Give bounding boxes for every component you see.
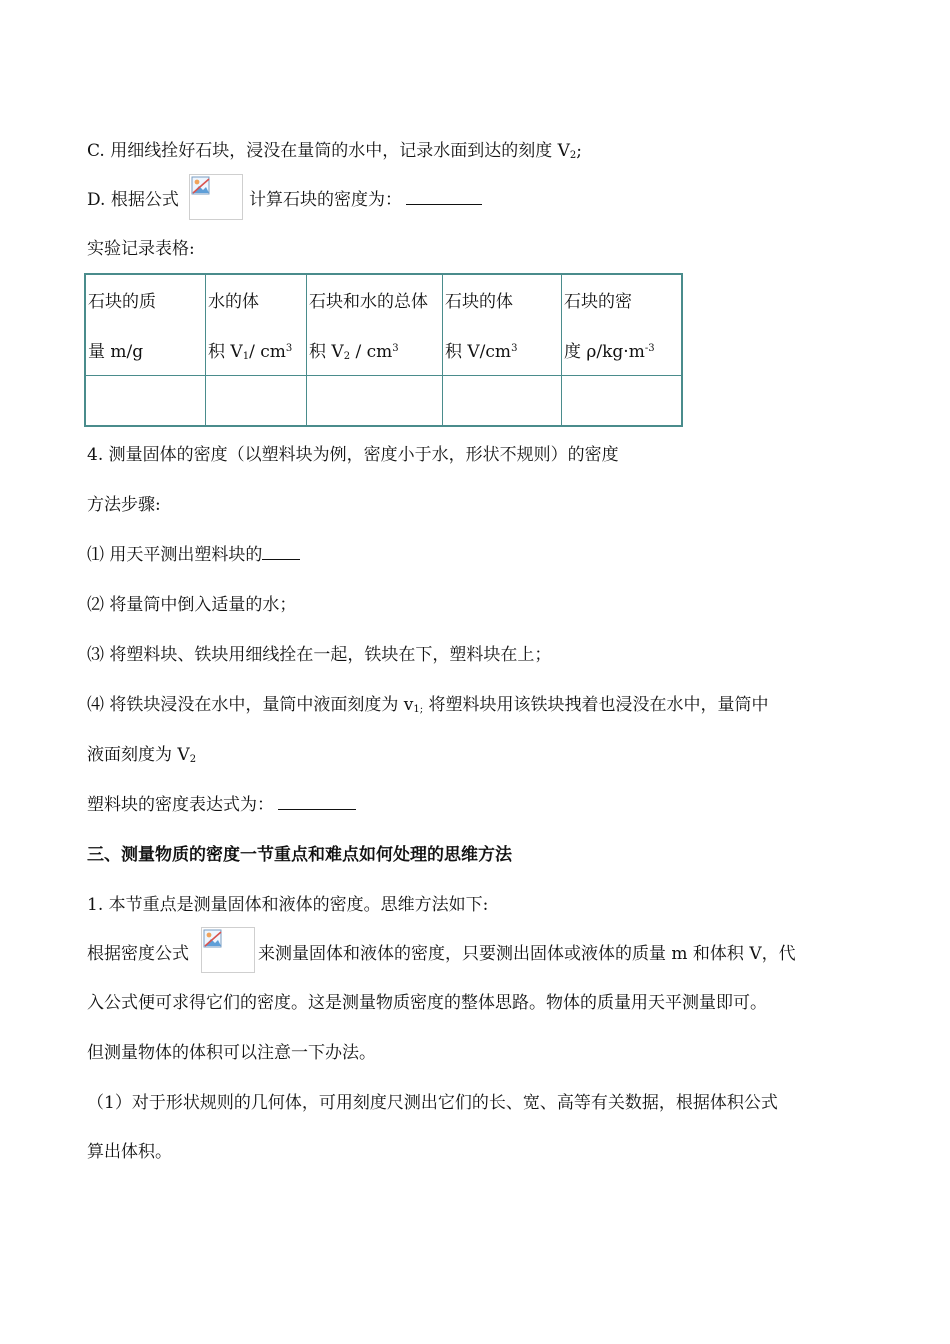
answer-blank xyxy=(406,190,482,205)
answer-blank xyxy=(262,545,300,560)
header-cell-water-volume: 水的体 积 $V_1/$ $cm^3$ xyxy=(206,274,307,376)
step-3: ⑶ 将塑料块、铁块用细线拴在一起，铁块在下，塑料块在上； xyxy=(87,645,552,665)
step-d-result: 计算石块的密度为： xyxy=(249,188,482,212)
formula-image xyxy=(201,927,255,973)
table-cell xyxy=(206,376,307,427)
step-2: ⑵ 将量筒中倒入适量的水； xyxy=(87,595,297,615)
section3-p6: 算出体积。 xyxy=(87,1142,172,1162)
section3-p5: （1）对于形状规则的几何体，可用刻度尺测出它们的长、宽、高等有关数据，根据体积公式 xyxy=(87,1093,778,1113)
header-cell-total-volume: 石块和水的总体 积 $V_2 / cm^3$ xyxy=(307,274,443,376)
table-header-row xyxy=(85,274,682,376)
step-c: C. 用细线拴好石块，浸没在量筒的水中，记录水面到达的刻度 $V_2$; xyxy=(87,141,582,161)
table-caption: 实验记录表格: xyxy=(87,239,195,259)
density-expression: 塑料块的密度表达式为： xyxy=(87,793,356,817)
broken-image-icon xyxy=(191,176,211,196)
header-cell-mass: 石块的质 量 m/g xyxy=(85,274,206,376)
step-4: ⑷ 将铁块浸没在水中，量筒中液面刻度为 $v_{1;}$ 将塑料块用该铁块拽着也浸没在水中，量筒中 xyxy=(87,695,769,715)
section3-p2-suffix: 来测量固体和液体的密度，只要测出固体或液体的质量 m 和体积 V，代 xyxy=(258,944,796,964)
step-d: D. 根据公式 xyxy=(87,190,179,210)
section3-p4: 但测量物体的体积可以注意一下办法。 xyxy=(87,1043,376,1063)
step-1: ⑴ 用天平测出塑料块的 xyxy=(87,543,300,567)
table-cell xyxy=(85,376,206,427)
table-cell xyxy=(562,376,683,427)
section3-p2-prefix: 根据密度公式 xyxy=(87,944,189,964)
record-table xyxy=(84,273,683,427)
table-cell xyxy=(307,376,443,427)
section3-heading: 三、测量物质的密度一节重点和难点如何处理的思维方法 xyxy=(87,845,512,865)
section3-p1: 1. 本节重点是测量固体和液体的密度。思维方法如下: xyxy=(87,895,489,915)
formula-image xyxy=(189,174,243,220)
section3-p3: 入公式便可求得它们的密度。这是测量物质密度的整体思路。物体的质量用天平测量即可。 xyxy=(87,993,767,1013)
header-cell-stone-volume: 石块的体 积 $V/cm^3$ xyxy=(443,274,562,376)
table-data-row xyxy=(85,376,682,427)
broken-image-icon xyxy=(203,929,223,949)
table-cell xyxy=(443,376,562,427)
section4-title: 4. 测量固体的密度（以塑料块为例，密度小于水，形状不规则）的密度 xyxy=(87,445,619,465)
answer-blank xyxy=(278,795,356,810)
header-cell-density: 石块的密 度 $\rho/kg\cdot m^{-3}$ xyxy=(562,274,683,376)
step-4-continued: 液面刻度为 $V_2$ xyxy=(87,745,197,765)
method-label: 方法步骤: xyxy=(87,495,161,515)
